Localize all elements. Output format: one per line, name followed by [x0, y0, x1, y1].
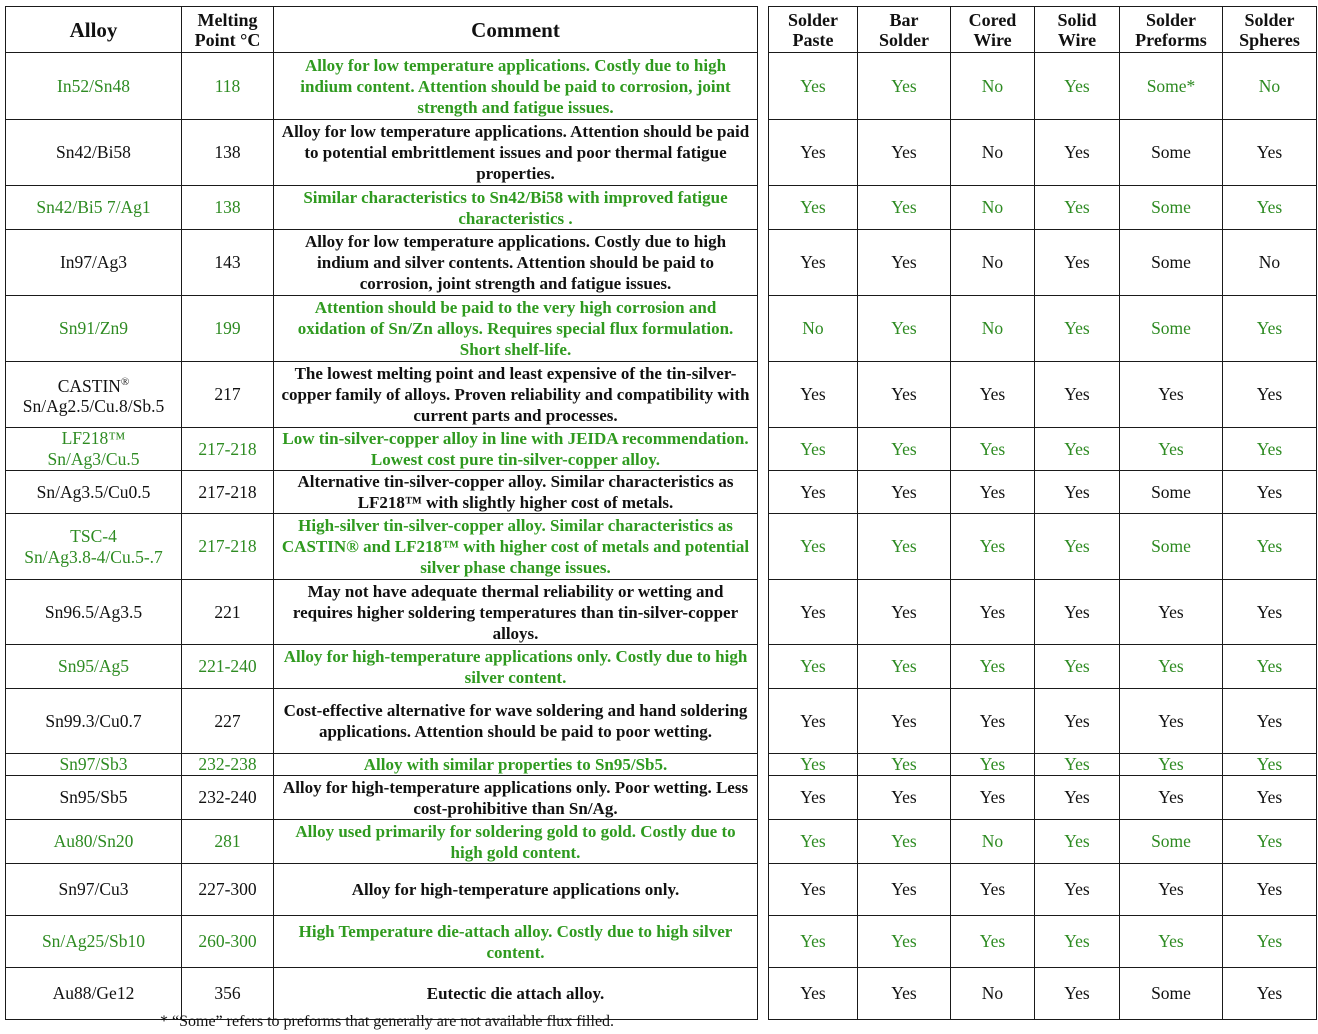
alloy-name: Sn97/Cu3: [58, 879, 129, 899]
comment-cell: Alloy for high-temperature applications only.: [274, 864, 758, 916]
paste-availability-cell: Yes: [769, 916, 858, 968]
alloy-name: Sn91/Zn9: [58, 318, 129, 338]
bar-availability-cell: Yes: [858, 968, 951, 1020]
comment-cell: Alloy for high-temperature applications only. Costly due to high silver content.: [274, 645, 758, 689]
solid-availability-cell: Yes: [1035, 580, 1120, 645]
preforms-availability-cell: Yes: [1120, 580, 1223, 645]
table-row: [6, 471, 1317, 514]
alloy-header: Alloy: [6, 7, 182, 53]
column-gap: [758, 230, 769, 296]
alloy-cell: [6, 514, 182, 580]
table-row: [6, 864, 1317, 916]
melting-header-line2: Point °C: [194, 29, 261, 50]
column-gap: [758, 7, 769, 53]
table-row: [6, 645, 1317, 689]
preforms-availability-cell: Some: [1120, 186, 1223, 230]
comment-cell: Low tin-silver-copper alloy in line with JEIDA recommendation. Lowest cost pure tin-silver-copper alloy.: [274, 428, 758, 471]
spheres-availability-cell: Yes: [1223, 916, 1317, 968]
solid-availability-cell: Yes: [1035, 514, 1120, 580]
paste-header-line2: Paste: [792, 29, 834, 50]
melting-header-line1: Melting: [197, 9, 258, 30]
melting-point-cell: 199: [182, 296, 274, 362]
comment-cell: Similar characteristics to Sn42/Bi58 with improved fatigue characteristics .: [274, 186, 758, 230]
column-gap: [758, 645, 769, 689]
paste-availability-cell: Yes: [769, 471, 858, 514]
alloy-composition: Sn/Ag3/Cu.5: [47, 449, 140, 469]
cored-availability-cell: Yes: [951, 864, 1035, 916]
solid-wire-header: [1035, 7, 1120, 53]
paste-availability-cell: Yes: [769, 53, 858, 120]
table-row: [6, 230, 1317, 296]
solid-availability-cell: Yes: [1035, 120, 1120, 186]
alloy-cell: [6, 230, 182, 296]
table-row: [6, 296, 1317, 362]
table-row: [6, 916, 1317, 968]
bar-availability-cell: Yes: [858, 296, 951, 362]
column-gap: [758, 471, 769, 514]
melting-point-cell: 118: [182, 53, 274, 120]
column-gap: [758, 362, 769, 428]
table-row: [6, 968, 1317, 1020]
melting-point-cell: 227-300: [182, 864, 274, 916]
table-row: [6, 186, 1317, 230]
melting-point-cell: 232-240: [182, 776, 274, 820]
cored-availability-cell: Yes: [951, 916, 1035, 968]
preforms-availability-cell: Yes: [1120, 428, 1223, 471]
bar-availability-cell: Yes: [858, 916, 951, 968]
comment-cell: Alloy used primarily for soldering gold to gold. Costly due to high gold content.: [274, 820, 758, 864]
comment-cell: The lowest melting point and least expensive of the tin-silver-copper family of alloys. Proven reliability and compatibility with current parts and processes.: [274, 362, 758, 428]
column-gap: [758, 968, 769, 1020]
paste-availability-cell: Yes: [769, 776, 858, 820]
preforms-availability-cell: Yes: [1120, 362, 1223, 428]
bar-availability-cell: Yes: [858, 776, 951, 820]
melting-point-cell: 217: [182, 362, 274, 428]
cored-availability-cell: Yes: [951, 754, 1035, 776]
preforms-availability-cell: Some: [1120, 230, 1223, 296]
column-gap: [758, 689, 769, 754]
alloy-name: CASTIN: [57, 375, 121, 396]
table-row: [6, 428, 1317, 471]
alloy-name: Sn96.5/Ag3.5: [44, 601, 143, 622]
table-row: [6, 689, 1317, 754]
solid-header-line2: Wire: [1057, 29, 1097, 50]
paste-availability-cell: Yes: [769, 120, 858, 186]
comment-cell: Alloy with similar properties to Sn95/Sb5.: [274, 754, 758, 776]
column-gap: [758, 186, 769, 230]
spheres-availability-cell: Yes: [1223, 186, 1317, 230]
paste-availability-cell: Yes: [769, 645, 858, 689]
bar-availability-cell: Yes: [858, 864, 951, 916]
column-gap: [758, 120, 769, 186]
solder-spheres-header: [1223, 7, 1317, 53]
alloy-composition: Sn/Ag3.8-4/Cu.5-.7: [24, 546, 163, 567]
preforms-header-line1: Solder: [1145, 9, 1196, 30]
solid-availability-cell: Yes: [1035, 754, 1120, 776]
preforms-availability-cell: Some*: [1120, 53, 1223, 120]
cored-header-line2: Wire: [973, 29, 1012, 50]
bar-solder-header: [858, 7, 951, 53]
alloy-name: LF218™: [61, 428, 126, 448]
spheres-header-line2: Spheres: [1239, 29, 1300, 50]
column-gap: [758, 864, 769, 916]
table-row: [6, 820, 1317, 864]
footnote: * “Some” refers to preforms that generally are not available flux filled.: [160, 1013, 615, 1030]
bar-header-line2: Solder: [878, 29, 929, 50]
spheres-availability-cell: Yes: [1223, 296, 1317, 362]
alloy-cell: [6, 362, 182, 428]
cored-availability-cell: No: [951, 968, 1035, 1020]
solder-paste-header: [769, 7, 858, 53]
cored-header-line1: Cored: [968, 9, 1017, 30]
alloy-cell: [6, 471, 182, 514]
melting-point-cell: 217-218: [182, 428, 274, 471]
alloy-cell: [6, 864, 182, 916]
spheres-availability-cell: Yes: [1223, 689, 1317, 754]
paste-availability-cell: Yes: [769, 230, 858, 296]
cored-availability-cell: Yes: [951, 471, 1035, 514]
spheres-availability-cell: No: [1223, 230, 1317, 296]
spheres-availability-cell: No: [1223, 53, 1317, 120]
header-row: [6, 7, 1317, 53]
paste-availability-cell: Yes: [769, 689, 858, 754]
alloy-name: Sn/Ag25/Sb10: [41, 931, 146, 951]
preforms-header-line2: Preforms: [1135, 29, 1207, 50]
alloy-cell: [6, 428, 182, 471]
spheres-availability-cell: Yes: [1223, 754, 1317, 776]
comment-cell: Alloy for low temperature applications. Attention should be paid to potential embrittlement issues and poor thermal fatigue properties.: [274, 120, 758, 186]
solid-availability-cell: Yes: [1035, 428, 1120, 471]
column-gap: [758, 916, 769, 968]
alloy-name: Sn/Ag3.5/Cu0.5: [36, 481, 151, 502]
alloy-cell: [6, 916, 182, 968]
alloy-name: In52/Sn48: [57, 75, 130, 96]
spheres-header-line1: Solder: [1244, 9, 1295, 30]
spheres-availability-cell: Yes: [1223, 645, 1317, 689]
column-gap: [758, 580, 769, 645]
alloy-name: Sn97/Sb3: [59, 754, 128, 774]
melting-point-header: [182, 7, 274, 53]
comment-cell: Cost-effective alternative for wave soldering and hand soldering applications. Attention should be paid to poor wetting.: [274, 689, 758, 754]
bar-availability-cell: Yes: [858, 820, 951, 864]
preforms-availability-cell: Some: [1120, 471, 1223, 514]
column-gap: [758, 754, 769, 776]
bar-availability-cell: Yes: [858, 645, 951, 689]
bar-availability-cell: Yes: [858, 186, 951, 230]
solid-availability-cell: Yes: [1035, 296, 1120, 362]
melting-point-cell: 221: [182, 580, 274, 645]
preforms-availability-cell: Yes: [1120, 864, 1223, 916]
preforms-availability-cell: Yes: [1120, 754, 1223, 776]
bar-header-line1: Bar: [889, 9, 919, 30]
bar-availability-cell: Yes: [858, 230, 951, 296]
preforms-availability-cell: Yes: [1120, 689, 1223, 754]
column-gap: [758, 820, 769, 864]
solid-availability-cell: Yes: [1035, 471, 1120, 514]
cored-availability-cell: No: [951, 296, 1035, 362]
alloy-cell: [6, 645, 182, 689]
preforms-availability-cell: Some: [1120, 820, 1223, 864]
comment-header: Comment: [274, 7, 758, 53]
spheres-availability-cell: Yes: [1223, 864, 1317, 916]
alloy-name: Au88/Ge12: [52, 983, 135, 1003]
comment-cell: High-silver tin-silver-copper alloy. Similar characteristics as CASTIN® and LF218™ with higher cost of metals and potential silver phase change issues.: [274, 514, 758, 580]
preforms-availability-cell: Some: [1120, 968, 1223, 1020]
solid-availability-cell: Yes: [1035, 362, 1120, 428]
paste-availability-cell: Yes: [769, 754, 858, 776]
column-gap: [758, 514, 769, 580]
spheres-availability-cell: Yes: [1223, 580, 1317, 645]
spheres-availability-cell: Yes: [1223, 471, 1317, 514]
column-gap: [758, 428, 769, 471]
alloy-name: Sn95/Sb5: [59, 787, 128, 807]
registered-mark: ®: [120, 375, 130, 388]
alloy-name: In97/Ag3: [59, 252, 128, 272]
cored-availability-cell: Yes: [951, 645, 1035, 689]
bar-availability-cell: Yes: [858, 53, 951, 120]
alloy-name: Sn42/Bi58: [56, 142, 131, 162]
alloy-name: Au80/Sn20: [53, 831, 134, 851]
paste-availability-cell: Yes: [769, 186, 858, 230]
cored-availability-cell: Yes: [951, 580, 1035, 645]
solid-availability-cell: Yes: [1035, 968, 1120, 1020]
alloy-cell: [6, 776, 182, 820]
spheres-availability-cell: Yes: [1223, 776, 1317, 820]
solid-header-line1: Solid: [1057, 9, 1097, 30]
solid-availability-cell: Yes: [1035, 53, 1120, 120]
paste-availability-cell: No: [769, 296, 858, 362]
comment-cell: May not have adequate thermal reliability or wetting and requires higher soldering temperatures than tin-silver-copper alloys.: [274, 580, 758, 645]
comment-cell: Eutectic die attach alloy.: [274, 968, 758, 1020]
comment-cell: Alternative tin-silver-copper alloy. Similar characteristics as LF218™ with slightly higher cost of metals.: [274, 471, 758, 514]
cored-availability-cell: Yes: [951, 689, 1035, 754]
alloy-cell: [6, 296, 182, 362]
paste-availability-cell: Yes: [769, 968, 858, 1020]
solid-availability-cell: Yes: [1035, 186, 1120, 230]
paste-header-line1: Solder: [787, 9, 838, 30]
preforms-availability-cell: Some: [1120, 296, 1223, 362]
bar-availability-cell: Yes: [858, 689, 951, 754]
alloy-name: Sn95/Ag5: [58, 656, 129, 676]
alloy-cell: [6, 53, 182, 120]
spheres-availability-cell: Yes: [1223, 120, 1317, 186]
paste-availability-cell: Yes: [769, 362, 858, 428]
melting-point-cell: 217-218: [182, 514, 274, 580]
solder-preforms-header: [1120, 7, 1223, 53]
cored-availability-cell: No: [951, 186, 1035, 230]
melting-point-cell: 138: [182, 120, 274, 186]
table-row: [6, 362, 1317, 428]
melting-point-cell: 227: [182, 689, 274, 754]
cored-wire-header: [951, 7, 1035, 53]
alloy-cell: [6, 120, 182, 186]
solid-availability-cell: Yes: [1035, 916, 1120, 968]
cored-availability-cell: Yes: [951, 362, 1035, 428]
cored-availability-cell: Yes: [951, 776, 1035, 820]
spheres-availability-cell: Yes: [1223, 820, 1317, 864]
paste-availability-cell: Yes: [769, 820, 858, 864]
melting-point-cell: 221-240: [182, 645, 274, 689]
solid-availability-cell: Yes: [1035, 689, 1120, 754]
comment-cell: Attention should be paid to the very high corrosion and oxidation of Sn/Zn alloys. Requires special flux formulation. Short shelf-life.: [274, 296, 758, 362]
paste-availability-cell: Yes: [769, 428, 858, 471]
comment-cell: Alloy for high-temperature applications only. Poor wetting. Less cost-prohibitive than Sn/Ag.: [274, 776, 758, 820]
melting-point-cell: 138: [182, 186, 274, 230]
melting-point-cell: 217-218: [182, 471, 274, 514]
alloy-name: TSC-4: [70, 525, 117, 546]
preforms-availability-cell: Yes: [1120, 916, 1223, 968]
alloy-cell: [6, 820, 182, 864]
melting-point-cell: 356: [182, 968, 274, 1020]
table-row: [6, 514, 1317, 580]
bar-availability-cell: Yes: [858, 428, 951, 471]
cored-availability-cell: No: [951, 230, 1035, 296]
solid-availability-cell: Yes: [1035, 645, 1120, 689]
alloy-name: Sn42/Bi5 7/Ag1: [36, 197, 151, 217]
alloy-table: [5, 6, 1317, 1020]
bar-availability-cell: Yes: [858, 514, 951, 580]
melting-point-cell: 232-238: [182, 754, 274, 776]
spheres-availability-cell: Yes: [1223, 362, 1317, 428]
preforms-availability-cell: Some: [1120, 514, 1223, 580]
cored-availability-cell: Yes: [951, 514, 1035, 580]
spheres-availability-cell: Yes: [1223, 968, 1317, 1020]
preforms-availability-cell: Yes: [1120, 776, 1223, 820]
column-gap: [758, 776, 769, 820]
table-row: [6, 580, 1317, 645]
table-row: [6, 120, 1317, 186]
preforms-availability-cell: Yes: [1120, 645, 1223, 689]
spheres-availability-cell: Yes: [1223, 428, 1317, 471]
paste-availability-cell: Yes: [769, 580, 858, 645]
solid-availability-cell: Yes: [1035, 776, 1120, 820]
alloy-cell: [6, 186, 182, 230]
cored-availability-cell: No: [951, 120, 1035, 186]
bar-availability-cell: Yes: [858, 754, 951, 776]
solid-availability-cell: Yes: [1035, 230, 1120, 296]
bar-availability-cell: Yes: [858, 362, 951, 428]
cored-availability-cell: No: [951, 820, 1035, 864]
melting-point-cell: 143: [182, 230, 274, 296]
preforms-availability-cell: Some: [1120, 120, 1223, 186]
alloy-cell: [6, 968, 182, 1020]
alloy-cell: [6, 580, 182, 645]
alloy-composition: Sn/Ag2.5/Cu.8/Sb.5: [22, 396, 165, 417]
melting-point-cell: 260-300: [182, 916, 274, 968]
comment-cell: Alloy for low temperature applications. Costly due to high indium content. Attention should be paid to corrosion, joint strength and fatigue issues.: [274, 53, 758, 120]
paste-availability-cell: Yes: [769, 864, 858, 916]
bar-availability-cell: Yes: [858, 580, 951, 645]
alloy-cell: [6, 689, 182, 754]
solid-availability-cell: Yes: [1035, 820, 1120, 864]
paste-availability-cell: Yes: [769, 514, 858, 580]
spheres-availability-cell: Yes: [1223, 514, 1317, 580]
table-row: [6, 776, 1317, 820]
column-gap: [758, 296, 769, 362]
table-row: [6, 53, 1317, 120]
alloy-name: Sn99.3/Cu0.7: [45, 710, 142, 731]
comment-cell: Alloy for low temperature applications. Costly due to high indium and silver contents. Attention should be paid to corrosion, joint strength and fatigue issues.: [274, 230, 758, 296]
bar-availability-cell: Yes: [858, 471, 951, 514]
bar-availability-cell: Yes: [858, 120, 951, 186]
alloy-cell: [6, 754, 182, 776]
column-gap: [758, 53, 769, 120]
solid-availability-cell: Yes: [1035, 864, 1120, 916]
melting-point-cell: 281: [182, 820, 274, 864]
cored-availability-cell: No: [951, 53, 1035, 120]
cored-availability-cell: Yes: [951, 428, 1035, 471]
table-row: [6, 754, 1317, 776]
comment-cell: High Temperature die-attach alloy. Costly due to high silver content.: [274, 916, 758, 968]
